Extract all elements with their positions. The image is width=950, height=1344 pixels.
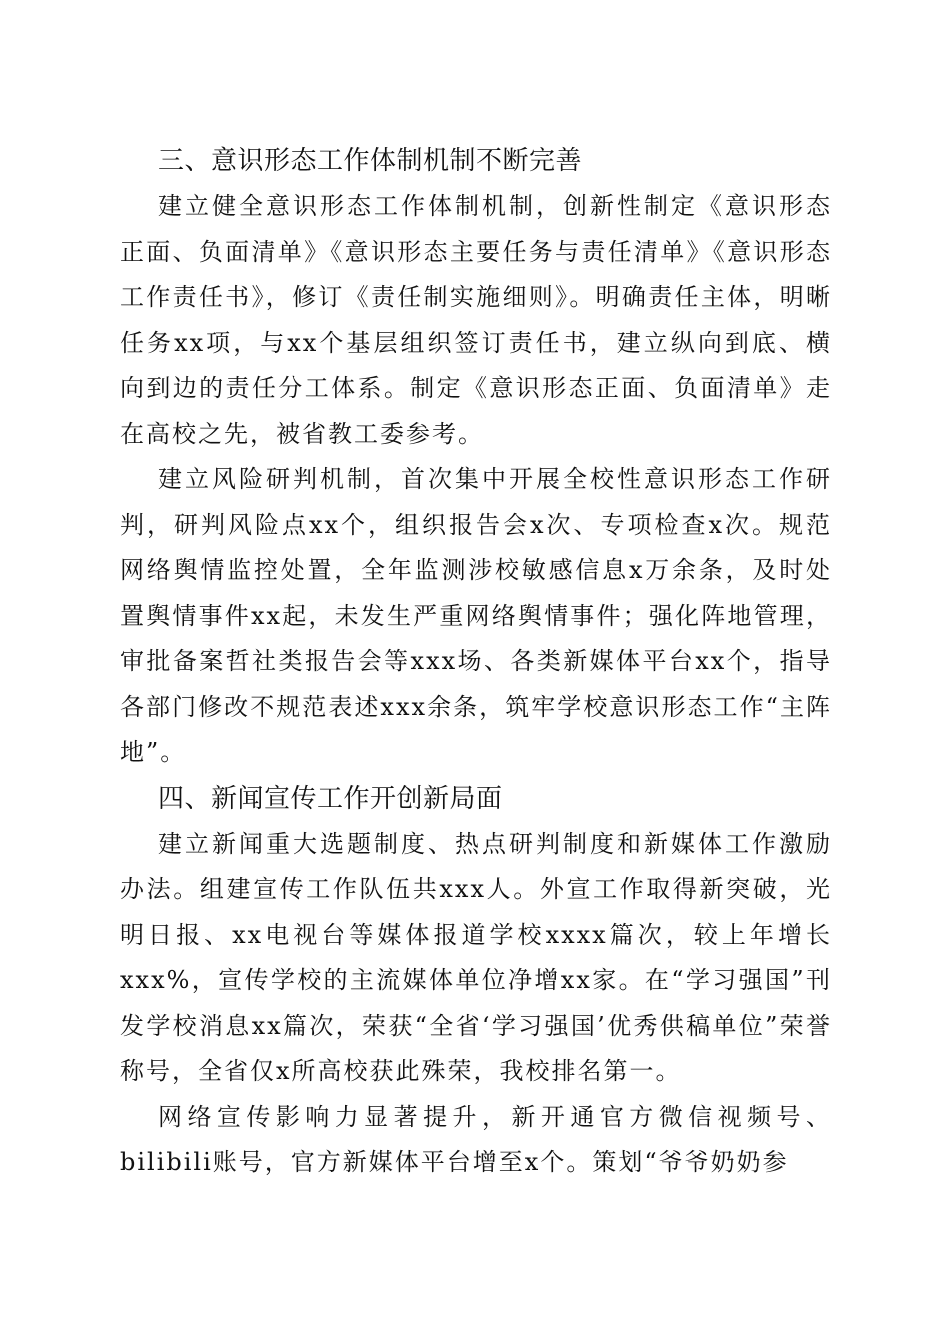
section-heading-4: 四、新闻宣传工作开创新局面 <box>158 783 503 814</box>
section-heading-3: 三、意识形态工作体制机制不断完善 <box>158 146 583 176</box>
section-4-paragraph-1: 建立新闻重大选题制度、热点研判制度和新媒体工作激励办法。组建宣传工作队伍共xxx人。外宣工作取得新突破，光明日报、xx电视台等媒体报道学校xxxx篇次，较上年增长xxx%，宣传学校的主流媒体单位净增xx家。在“学习强国”刊发学校消息xx篇次，荣获“全省‘学习强国’优秀供稿单位”荣誉称号，全省仅x所高校获此殊荣，我校排名第一。 <box>120 829 832 1085</box>
document-body <box>120 138 832 1186</box>
section-3-paragraph-2: 建立风险研判机制，首次集中开展全校性意识形态工作研判，研判风险点xx个，组织报告会x次、专项检查x次。规范网络舆情监控处置，全年监测涉校敏感信息x万余条，及时处置舆情事件xx起，未发生严重网络舆情事件；强化阵地管理，审批备案哲社类报告会等xxx场、各类新媒体平台xx个，指导各部门修改不规范表述xxx余条，筑牢学校意识形态工作“主阵地”。 <box>120 465 832 766</box>
section-4-paragraph-2: 网络宣传影响力显著提升，新开通官方微信视频号、bilibili账号，官方新媒体平台增至x个。策划“爷爷奶奶参 <box>120 1102 832 1176</box>
section-3-paragraph-1: 建立健全意识形态工作体制机制，创新性制定《意识形态正面、负面清单》《意识形态主要任务与责任清单》《意识形态工作责任书》，修订《责任制实施细则》。明确责任主体，明晰任务xx项，与xx个基层组织签订责任书，建立纵向到底、横向到边的责任分工体系。制定《意识形态正面、负面清单》走在高校之先，被省教工委参考。 <box>120 192 832 448</box>
